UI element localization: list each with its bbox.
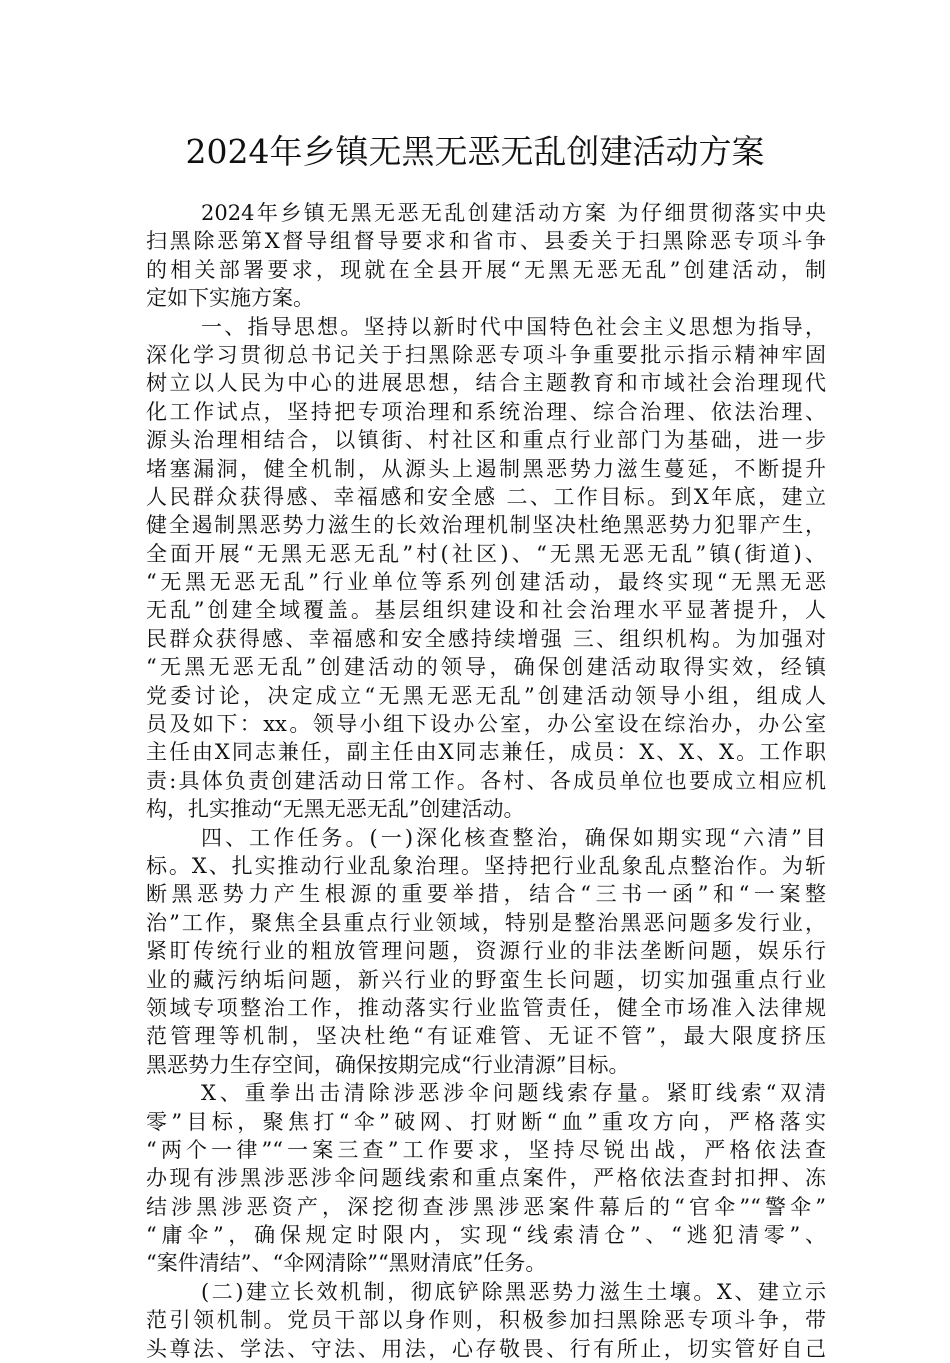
text-line: 责:具体负责创建活动日常工作。各村、各成员单位也要成立相应机 xyxy=(146,768,826,793)
text-line: “案件清结”、“伞网清除”“黑财清底”任务。 xyxy=(146,1251,547,1276)
text-line: 零”目标，聚焦打“伞”破网、打财断“血”重攻方向，严格落实 xyxy=(146,1109,826,1134)
text-line: 办现有涉黑涉恶涉伞问题线索和重点案件，严格依法查封扣押、冻 xyxy=(146,1166,826,1191)
text-line: 黑恶势力生存空间，确保按期完成“行业清源”目标。 xyxy=(146,1052,630,1077)
text-line: 扫黑除恶第X督导组督导要求和省市、县委关于扫黑除恶专项斗争 xyxy=(146,229,826,254)
text-line: 一、指导思想。坚持以新时代中国特色社会主义思想为指导， xyxy=(201,314,826,339)
text-line: 的相关部署要求，现就在全县开展“无黑无恶无乱”创建活动，制 xyxy=(146,257,826,282)
text-line: 树立以人民为中心的进展思想，结合主题教育和市域社会治理现代 xyxy=(146,371,826,396)
text-line: 结涉黑涉恶资产，深挖彻查涉黑涉恶案件幕后的“官伞”“警伞” xyxy=(146,1194,826,1219)
text-line: “庸伞”，确保规定时限内，实现“线索清仓”、“逃犯清零”、 xyxy=(146,1223,826,1248)
text-line: 主任由X同志兼任，副主任由X同志兼任，成员：X、X、X。工作职 xyxy=(146,740,826,765)
text-line: 紧盯传统行业的粗放管理问题，资源行业的非法垄断问题，娱乐行 xyxy=(146,939,826,964)
text-line: 2024年乡镇无黑无恶无乱创建活动方案 为仔细贯彻落实中央 xyxy=(201,201,826,225)
document-title: 2024年乡镇无黑无恶无乱创建活动方案 xyxy=(185,132,765,171)
text-line: 堵塞漏洞，健全机制，从源头上遏制黑恶势力滋生蔓延，不断提升 xyxy=(146,456,826,481)
text-line: 构，扎实推动“无黑无恶无乱”创建活动。 xyxy=(146,797,525,822)
text-line: 头尊法、学法、守法、用法，心存敬畏、行有所止，切实管好自己 xyxy=(146,1336,826,1361)
text-line: (二)建立长效机制，彻底铲除黑恶势力滋生土壤。X、建立示 xyxy=(201,1279,826,1304)
text-line: 人民群众获得感、幸福感和安全感 二、工作目标。到X年底，建立 xyxy=(146,484,826,509)
document-body xyxy=(146,199,826,1363)
text-line: X、重拳出击清除涉恶涉伞问题线索存量。紧盯线索“双清 xyxy=(201,1081,826,1106)
text-line: 业的藏污纳垢问题，新兴行业的野蛮生长问题，切实加强重点行业 xyxy=(146,967,826,992)
text-line: 健全遏制黑恶势力滋生的长效治理机制坚决杜绝黑恶势力犯罪产生， xyxy=(146,513,826,538)
text-line: “无黑无恶无乱”创建活动的领导，确保创建活动取得实效，经镇 xyxy=(146,655,826,680)
text-line: 断黑恶势力产生根源的重要举措，结合“三书一函”和“一案整 xyxy=(146,882,826,907)
text-line: 范管理等机制，坚决杜绝“有证难管、无证不管”，最大限度挤压 xyxy=(146,1024,826,1049)
text-line: 四、工作任务。(一)深化核查整治，确保如期实现“六清”目 xyxy=(201,825,826,850)
text-line: 化工作试点，坚持把专项治理和系统治理、综合治理、依法治理、 xyxy=(146,399,826,424)
text-line: 领域专项整治工作，推动落实行业监管责任，健全市场准入法律规 xyxy=(146,995,826,1020)
text-line: 全面开展“无黑无恶无乱”村(社区)、“无黑无恶无乱”镇(街道)、 xyxy=(146,541,826,566)
text-line: 标。X、扎实推动行业乱象治理。坚持把行业乱象乱点整治作。为斩 xyxy=(146,853,826,878)
text-line: 源头治理相结合，以镇街、村社区和重点行业部门为基础，进一步 xyxy=(146,428,826,453)
text-line: “无黑无恶无乱”行业单位等系列创建活动，最终实现“无黑无恶 xyxy=(146,570,826,595)
text-line: 治”工作，聚焦全县重点行业领域，特别是整治黑恶问题多发行业， xyxy=(146,910,826,935)
text-line: 员及如下：xx。领导小组下设办公室，办公室设在综治办，办公室 xyxy=(146,712,826,737)
text-line: 定如下实施方案。 xyxy=(146,286,314,311)
text-line: 民群众获得感、幸福感和安全感持续增强 三、组织机构。为加强对 xyxy=(146,626,826,651)
text-line: 深化学习贯彻总书记关于扫黑除恶专项斗争重要批示指示精神牢固 xyxy=(146,342,826,367)
text-line: 党委讨论，决定成立“无黑无恶无乱”创建活动领导小组，组成人 xyxy=(146,683,826,708)
text-line: 无乱”创建全域覆盖。基层组织建设和社会治理水平显著提升，人 xyxy=(146,598,826,623)
text-line: 范引领机制。党员干部以身作则，积极参加扫黑除恶专项斗争，带 xyxy=(146,1308,826,1333)
text-line: “两个一律”“一案三查”工作要求，坚持尽锐出战，严格依法查 xyxy=(146,1137,826,1162)
